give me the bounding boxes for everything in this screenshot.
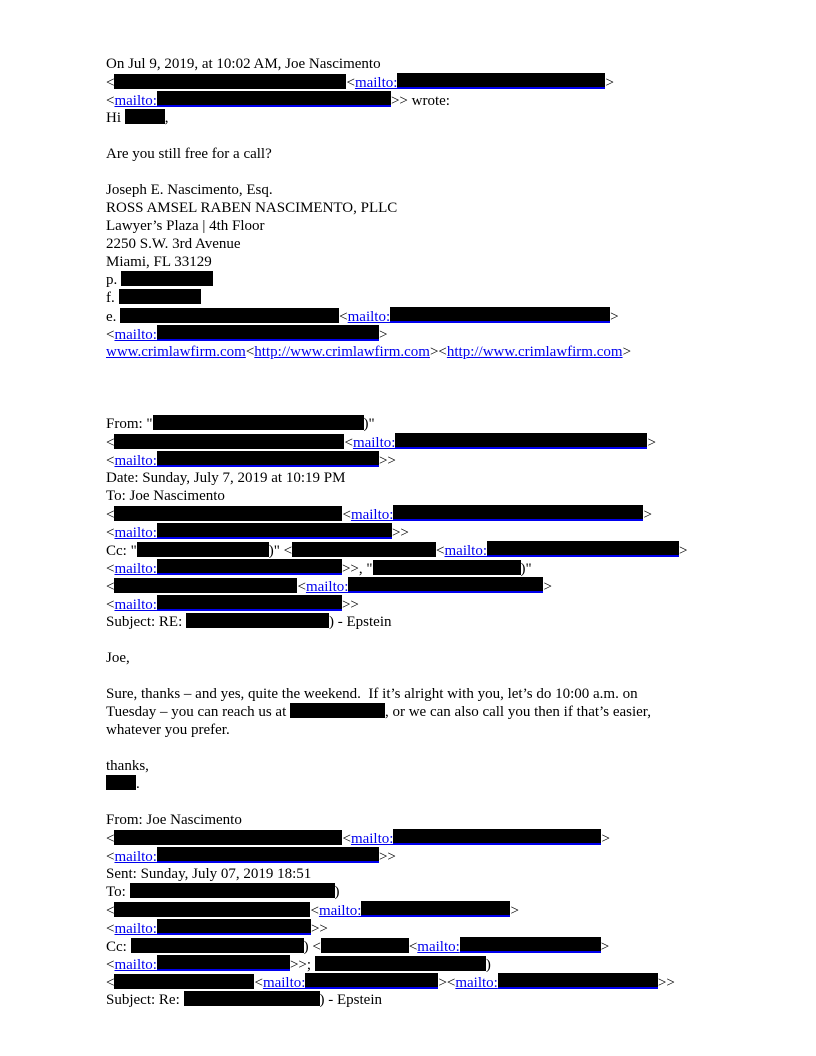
redacted-link-box [390,307,610,323]
text-segment: )" [520,561,532,577]
text-segment: < [342,831,351,847]
redacted-link-box [460,937,601,953]
redaction-box [130,883,335,898]
text-segment: < [344,435,353,451]
text-segment: > [601,831,610,847]
text-segment: ROSS AMSEL RABEN NASCIMENTO, PLLC [106,200,398,216]
text-segment: < [106,831,115,847]
mailto-link[interactable]: mailto: [305,579,349,595]
email-line [106,973,746,991]
text-segment: ) [485,957,491,973]
redaction-box [137,542,269,557]
text-segment: Lawyer’s Plaza | 4th Floor [106,218,265,234]
text-segment: Miami, FL 33129 [106,254,212,270]
text-segment: >>, " [341,561,373,577]
email-line [106,109,746,127]
redacted-link-box [393,829,601,845]
email-line [106,865,746,883]
blank-line [106,793,746,811]
url-link[interactable]: www.crimlawfirm.com [106,344,246,360]
redaction-box [292,542,436,557]
text-segment: Cc: " [106,543,137,559]
redaction-box [321,938,409,953]
text-segment: Date: Sunday, July 7, 2019 at 10:19 PM [106,470,346,486]
email-line [106,559,746,577]
text-segment: < [106,75,115,91]
redaction-box [114,506,342,521]
email-line [106,883,746,901]
text-segment: >> [378,849,396,865]
email-line [106,289,746,307]
redacted-link-box [157,847,379,863]
text-segment: < [245,344,255,360]
url-link[interactable]: http://www.crimlawfirm.com [254,344,430,360]
redaction-box [290,703,385,718]
email-line [106,487,746,505]
text-segment: >> [657,975,675,991]
redaction-box [125,109,165,124]
text-segment: < [106,957,115,973]
text-segment: 2250 S.W. 3rd Avenue [106,236,241,252]
text-segment: ) < [303,939,321,955]
text-segment: >> [378,453,396,469]
text-segment: < [342,507,351,523]
redaction-box [373,560,521,575]
email-line [106,523,746,541]
text-segment: e. [106,309,121,325]
redaction-box [186,613,329,628]
text-segment: > [510,903,519,919]
mailto-link[interactable]: mailto: [455,975,498,991]
redaction-box [114,434,344,449]
email-line [106,685,746,703]
text-segment: < [106,507,115,523]
text-segment: < [106,561,115,577]
text-segment: p. [106,272,121,288]
redacted-link-box [361,901,510,917]
text-segment: To: [106,884,130,900]
email-line [106,901,746,919]
mailto-link[interactable]: mailto: [114,921,157,937]
text-segment: > [679,543,688,559]
mailto-link[interactable]: mailto: [114,849,157,865]
email-line [106,955,746,973]
text-segment: Sure, thanks – and yes, quite the weekend. If it’s alright with you, let’s do 10:00 a.m. on [106,686,638,702]
email-line [106,577,746,595]
mailto-link[interactable]: mailto: [114,453,157,469]
mailto-link[interactable]: mailto: [444,543,487,559]
redaction-box [114,902,310,917]
text-segment: Sent: Sunday, July 07, 2019 18:51 [106,866,312,882]
redacted-link-box [397,73,605,89]
email-line [106,415,746,433]
redaction-box [120,308,339,323]
redaction-box [119,289,201,304]
blank-line [106,667,746,685]
text-segment: From: Joe Nascimento [106,812,242,828]
text-segment: From: " [106,416,153,432]
mailto-link[interactable]: mailto: [262,975,306,991]
mailto-link[interactable]: mailto: [114,525,157,541]
redaction-box [114,830,342,845]
text-segment: >>; [289,957,315,973]
email-line [106,811,746,829]
text-segment: thanks, [106,758,149,774]
text-segment: < [106,93,115,109]
email-line [106,91,746,109]
text-segment: , [164,110,169,126]
text-segment: < [106,903,115,919]
email-line [106,919,746,937]
blank-line [106,361,746,379]
email-line [106,451,746,469]
email-line [106,613,746,631]
text-segment: < [106,849,115,865]
email-line [106,757,746,775]
redaction-box [114,578,297,593]
email-line [106,991,746,1009]
email-line [106,271,746,289]
blank-line [106,739,746,757]
text-segment: < [339,309,348,325]
redacted-link-box [157,523,392,539]
email-line [106,541,746,559]
redaction-box [114,974,254,989]
blank-line [106,631,746,649]
redacted-link-box [305,973,438,989]
email-line [106,325,746,343]
mailto-link[interactable]: mailto: [114,327,157,343]
text-segment: >> wrote: [390,93,450,109]
mailto-link[interactable]: mailto: [318,903,362,919]
text-segment: < [106,327,115,343]
text-segment: < [346,75,355,91]
text-segment: Are you still free for a call? [106,146,272,162]
email-line [106,307,746,325]
blank-line [106,127,746,145]
text-segment: >< [438,975,456,991]
mailto-link[interactable]: mailto: [114,957,157,973]
text-segment: < [106,975,115,991]
text-segment: < [106,435,115,451]
text-segment: < [106,579,115,595]
email-line [106,829,746,847]
email-line [106,703,746,721]
email-line [106,145,746,163]
text-segment: , or we can also call you then if that’s easier, [384,704,651,720]
redaction-box [114,74,346,89]
redacted-link-box [157,451,379,467]
mailto-link[interactable]: mailto: [352,435,396,451]
redacted-link-box [157,325,379,341]
email-line [106,217,746,235]
email-line [106,505,746,523]
text-segment: ) - Epstein [319,992,382,1008]
text-segment: Tuesday – you can reach us at [106,704,290,720]
email-line [106,721,746,739]
email-line [106,343,746,361]
text-segment: To: Joe Nascimento [106,488,225,504]
redaction-box [184,991,320,1006]
text-segment: Subject: RE: [106,614,186,630]
email-line [106,595,746,613]
text-segment: )" < [268,543,293,559]
email-line [106,649,746,667]
text-segment: < [106,597,115,613]
redaction-box [315,956,486,971]
text-segment: < [408,939,418,955]
url-link[interactable]: http://www.crimlawfirm.com [446,344,623,360]
text-segment: < [106,453,115,469]
text-segment: Joe, [106,650,130,666]
text-segment: ) - Epstein [329,614,392,630]
email-line [106,433,746,451]
redacted-link-box [498,973,658,989]
email-line [106,253,746,271]
text-segment: Joseph E. Nascimento, Esq. [106,182,273,198]
redacted-link-box [157,595,342,611]
text-segment: > [605,75,614,91]
blank-line [106,379,746,397]
text-segment: Cc: [106,939,131,955]
email-line [106,235,746,253]
email-line [106,775,746,793]
text-segment: < [254,975,263,991]
email-thread-body [106,55,746,1009]
text-segment: )" [363,416,375,432]
text-segment: < [310,903,319,919]
text-segment: Hi [106,110,125,126]
redaction-box [131,938,304,953]
redacted-link-box [157,559,342,575]
text-segment: >> [391,525,409,541]
text-segment: Subject: Re: [106,992,184,1008]
mailto-link[interactable]: mailto: [354,75,398,91]
mailto-link[interactable]: mailto: [114,597,157,613]
text-segment: >< [429,344,447,360]
text-segment: < [106,921,115,937]
text-segment: > [647,435,656,451]
redacted-link-box [393,505,643,521]
mailto-link[interactable]: mailto: [347,309,391,325]
email-line [106,847,746,865]
redacted-link-box [487,541,679,557]
text-segment: < [106,525,115,541]
redacted-link-box [395,433,647,449]
email-line [106,181,746,199]
mailto-link[interactable]: mailto: [114,561,157,577]
redacted-link-box [157,955,290,971]
email-line [106,199,746,217]
text-segment: > [622,344,632,360]
text-segment: > [643,507,652,523]
text-segment: < [297,579,306,595]
text-segment: On Jul 9, 2019, at 10:02 AM, Joe Nascimento [106,56,381,72]
text-segment: > [378,327,388,343]
text-segment: whatever you prefer. [106,722,230,738]
text-segment: . [136,776,140,792]
blank-line [106,163,746,181]
redacted-link-box [348,577,543,593]
redaction-box [121,271,213,286]
mailto-link[interactable]: mailto: [350,831,394,847]
text-segment: ) [334,884,340,900]
text-segment: >> [310,921,328,937]
mailto-link[interactable]: mailto: [350,507,394,523]
email-line [106,55,746,73]
mailto-link[interactable]: mailto: [417,939,460,955]
email-line [106,937,746,955]
redaction-box [153,415,364,430]
redacted-link-box [157,919,311,935]
blank-line [106,397,746,415]
mailto-link[interactable]: mailto: [114,93,157,109]
text-segment: > [543,579,552,595]
redacted-link-box [157,91,391,107]
redaction-box [106,775,136,790]
email-line [106,469,746,487]
text-segment: f. [106,290,119,306]
text-segment: < [436,543,445,559]
text-segment: >> [341,597,359,613]
email-line [106,73,746,91]
text-segment: > [610,309,619,325]
text-segment: > [600,939,610,955]
